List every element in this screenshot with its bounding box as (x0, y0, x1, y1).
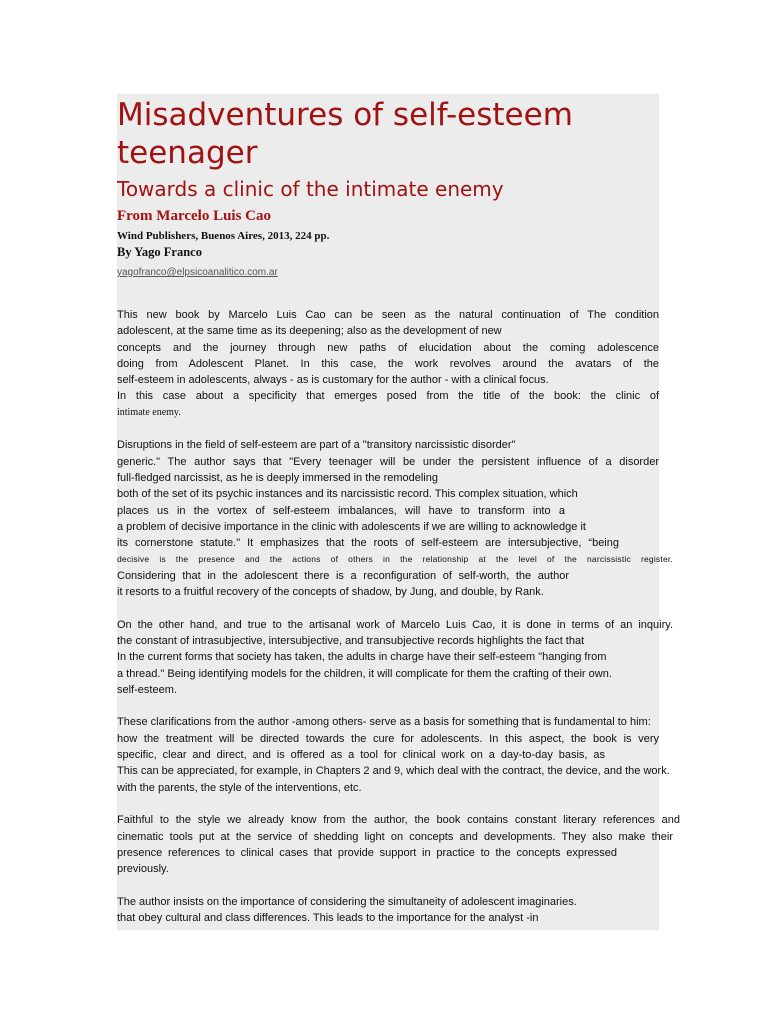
paragraph (117, 812, 680, 877)
article-body (117, 307, 680, 926)
text-line: Considering that in the adolescent there is a reconfiguration of self-worth, the author (117, 569, 569, 582)
text-line: These clarifications from the author -among others- serve as a basis for something that is fundamental to him: (117, 716, 651, 729)
text-line: concepts and the journey through new paths of elucidation about the coming adolescence (117, 341, 659, 354)
text-line: generic." The author says that "Every teenager will be under the persistent influence of a disorder (117, 455, 659, 468)
text-line: decisive is the presence and the actions of others in the relationship at the level of the narcissistic register. (117, 554, 673, 565)
text-line: with the parents, the style of the interventions, etc. (117, 781, 362, 794)
text-line: This can be appreciated, for example, in Chapters 2 and 9, which deal with the contract, the device, and the work. (117, 765, 670, 778)
text-line: Faithful to the style we already know from the author, the book contains constant literary references and (117, 814, 680, 827)
text-line: it resorts to a fruitful recovery of the concepts of shadow, by Jung, and double, by Rank. (117, 586, 544, 599)
text-line: its cornerstone statute." It emphasizes that the roots of self-esteem are intersubjective, “being (117, 537, 619, 550)
text-line: presence references to clinical cases that provide support in practice to the concepts expressed (117, 846, 617, 859)
text-line: both of the set of its psychic instances and its narcissistic record. This complex situation, which (117, 488, 578, 501)
text-line: specific, clear and direct, and is offered as a tool for clinical work on a day-to-day basis, as (117, 749, 605, 762)
text-line: In the current forms that society has taken, the adults in charge have their self-esteem "hanging from (117, 651, 607, 664)
text-line: On the other hand, and true to the artisanal work of Marcelo Luis Cao, it is done in terms of an inquiry. (117, 618, 673, 631)
reviewer-email-link[interactable]: yagofranco@elpsicoanalitico.com.ar (117, 267, 278, 278)
text-line: a thread." Being identifying models for the children, it will complicate for them the crafting of their own. (117, 667, 612, 680)
reviewer-name: By Yago Franco (117, 245, 202, 259)
text-line: In this case about a specificity that emerges posed from the title of the book: the clinic of (117, 390, 659, 403)
text-line: the constant of intrasubjective, intersubjective, and transubjective records highlights the fact that (117, 634, 585, 647)
paragraph (117, 437, 677, 600)
publisher-info: Wind Publishers, Buenos Aires, 2013, 224 pp. (117, 230, 330, 242)
text-line: a problem of decisive importance in the clinic with adolescents if we are willing to acknowledge it (117, 520, 586, 533)
text-line: Disruptions in the field of self-esteem are part of a "transitory narcissistic disorder" (117, 439, 516, 452)
paragraph (117, 894, 677, 927)
text-line: that obey cultural and class differences. This leads to the importance for the analyst -in (117, 911, 539, 924)
text-line: intimate enemy. (117, 406, 181, 418)
text-line: cinematic tools put at the service of shedding light on concepts and developments. They also make their (117, 830, 673, 843)
text-line: full-fledged narcissist, as he is deeply immersed in the remodeling (117, 471, 438, 484)
text-line: how the treatment will be directed towards the cure for adolescents. In this aspect, the book is very (117, 732, 659, 745)
book-author: From Marcelo Luis Cao (117, 208, 272, 224)
paragraph (117, 617, 677, 698)
text-line: The author insists on the importance of considering the simultaneity of adolescent imaginaries. (117, 895, 577, 908)
text-line: self-esteem. (117, 683, 177, 696)
text-line: self-esteem in adolescents, always - as is customary for the author - with a clinical focus. (117, 374, 549, 387)
paragraph (117, 307, 677, 421)
article-title: Misadventures of self-esteem teenager (117, 97, 573, 171)
text-line: adolescent, at the same time as its deepening; also as the development of new (117, 325, 502, 338)
text-line: This new book by Marcelo Luis Cao can be seen as the natural continuation of The condition (117, 309, 659, 321)
paragraph (117, 714, 677, 795)
text-line: places us in the vortex of self-esteem imbalances, will have to transform into a (117, 504, 565, 517)
article-subtitle: Towards a clinic of the intimate enemy (117, 177, 504, 201)
article (117, 94, 680, 943)
text-line: doing from Adolescent Planet. In this case, the work revolves around the avatars of the (117, 357, 659, 370)
text-line: previously. (117, 863, 169, 876)
